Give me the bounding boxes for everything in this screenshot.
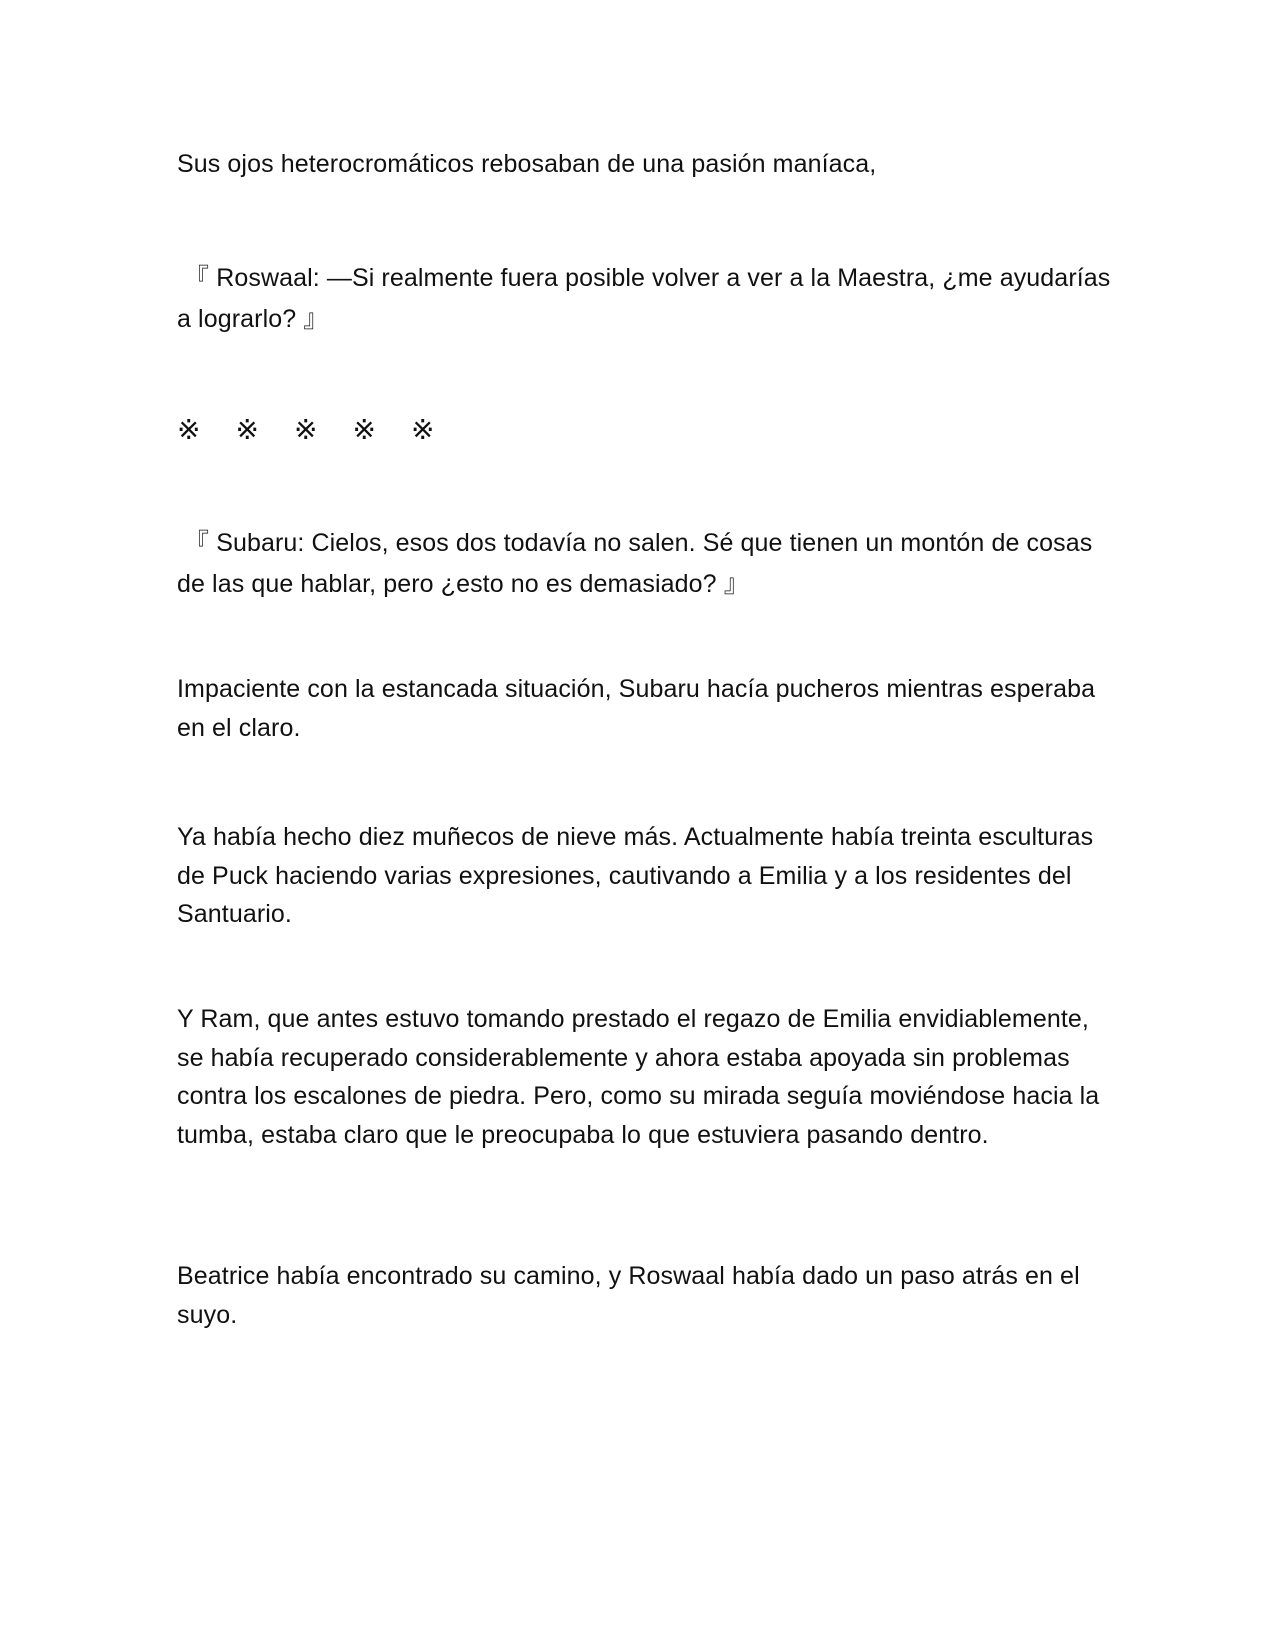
separator-mark: ※ (235, 413, 259, 446)
scene-separator (177, 412, 470, 448)
paragraph-beatrice: Beatrice había encontrado su camino, y Roswaal había dado un paso atrás en el suyo. (177, 1262, 1080, 1329)
paragraph-ram: Y Ram, que antes estuvo tomando prestado el regazo de Emilia envidiablemente, se había recuperado considerablemente y ahora estaba apoyada sin problemas contra los escalones de piedra. Pero, como su mirada seguía moviéndose hacia la tumba, estaba claro que le preocupaba lo que estuviera pasando dentro. (177, 1005, 1100, 1149)
separator-mark: ※ (411, 413, 435, 446)
paragraph-munecos: Ya había hecho diez muñecos de nieve más. Actualmente había treinta esculturas de Puck haciendo varias expresiones, cautivando a Emilia y a los residentes del Santuario. (177, 823, 1094, 928)
separator-mark: ※ (352, 413, 376, 446)
paragraph-impaciente: Impaciente con la estancada situación, Subaru hacía pucheros mientras esperaba en el claro. (177, 675, 1096, 742)
separator-mark: ※ (294, 413, 318, 446)
dialogue-subaru: 『 Subaru: Cielos, esos dos todavía no salen. Sé que tienen un montón de cosas de las que hablar, pero ¿esto no es demasiado? 』 (177, 529, 1093, 598)
dialogue-roswaal: 『 Roswaal: —Si realmente fuera posible volver a ver a la Maestra, ¿me ayudarías a lograrlo? 』 (177, 264, 1111, 333)
separator-mark: ※ (177, 413, 201, 446)
paragraph-1: Sus ojos heterocromáticos rebosaban de una pasión maníaca, (177, 150, 877, 178)
